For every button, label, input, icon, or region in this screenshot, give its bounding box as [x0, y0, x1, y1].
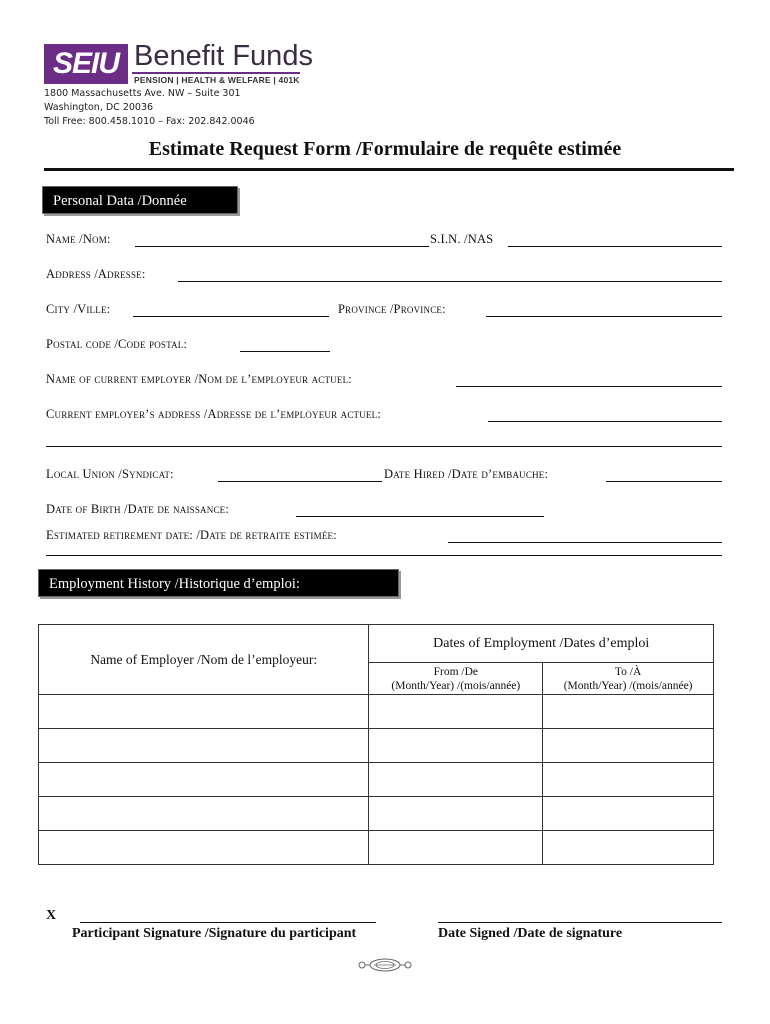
address-line-3: Toll Free: 800.458.1010 – Fax: 202.842.0046	[44, 116, 255, 127]
employer-address-field[interactable]	[488, 421, 722, 422]
name-label: Name /Nom:	[46, 232, 111, 246]
table-row	[39, 763, 714, 797]
column-header-dates	[369, 625, 714, 663]
to-date-cell[interactable]	[543, 831, 714, 865]
logo-name: Benefit Funds	[134, 40, 313, 72]
table-row	[39, 729, 714, 763]
from-date-cell[interactable]	[369, 797, 543, 831]
name-field[interactable]	[135, 246, 429, 247]
from-date-cell[interactable]	[369, 695, 543, 729]
city-field[interactable]	[133, 316, 329, 317]
column-header-from	[369, 663, 543, 695]
postal-code-label: Postal code /Code postal:	[46, 337, 188, 351]
column-header-to-line2: (Month/Year) /(mois/année)	[563, 679, 693, 692]
section-employment-history: Employment History /Historique d’emploi:	[38, 569, 399, 597]
signature-x-mark: X	[46, 908, 57, 923]
logo-tagline: PENSION | HEALTH & WELFARE | 401K	[134, 75, 300, 85]
current-employer-field[interactable]	[456, 386, 722, 387]
employer-cell[interactable]	[39, 763, 369, 797]
column-header-employer-text: Name of Employer /Nom de l’employeur:	[90, 651, 318, 667]
ornament-icon	[356, 956, 414, 974]
employment-history-table	[38, 624, 714, 865]
date-signed-label: Date Signed /Date de signature	[438, 926, 623, 941]
address-field[interactable]	[178, 281, 722, 282]
province-label: Province /Province:	[338, 302, 446, 316]
from-date-cell[interactable]	[369, 831, 543, 865]
from-date-cell[interactable]	[369, 729, 543, 763]
employer-address-field-line-2[interactable]	[46, 446, 722, 447]
local-union-label: Local Union /Syndicat:	[46, 467, 174, 481]
participant-signature-label: Participant Signature /Signature du participant	[72, 926, 357, 941]
table-row	[39, 831, 714, 865]
date-hired-field[interactable]	[606, 481, 722, 482]
logo-divider	[132, 72, 300, 74]
date-signed-field[interactable]	[438, 922, 722, 923]
address-line-1: 1800 Massachusetts Ave. NW – Suite 301	[44, 88, 241, 99]
sin-field[interactable]	[508, 246, 722, 247]
section-divider	[46, 555, 722, 556]
employer-cell[interactable]	[39, 831, 369, 865]
table-row	[39, 695, 714, 729]
column-header-employer	[39, 625, 369, 695]
sin-label: S.I.N. /NAS	[430, 232, 494, 246]
seiu-logo	[44, 40, 313, 88]
form-title: Estimate Request Form /Formulaire de requête estimée	[148, 138, 622, 160]
employer-cell[interactable]	[39, 797, 369, 831]
employer-cell[interactable]	[39, 729, 369, 763]
province-field[interactable]	[486, 316, 722, 317]
title-divider	[44, 168, 734, 171]
table-row	[39, 797, 714, 831]
logo-mark: SEIU	[44, 44, 128, 84]
postal-code-field[interactable]	[240, 351, 330, 352]
date-of-birth-field[interactable]	[296, 516, 544, 517]
employer-cell[interactable]	[39, 695, 369, 729]
date-hired-label: Date Hired /Date d’embauche:	[384, 467, 549, 481]
local-union-field[interactable]	[218, 481, 382, 482]
retirement-date-field[interactable]	[448, 542, 722, 543]
current-employer-label: Name of current employer /Nom de l’employeur actuel:	[46, 372, 352, 386]
participant-signature-field[interactable]	[80, 922, 376, 923]
column-header-to	[543, 663, 714, 695]
section-personal-data: Personal Data /Donnée	[42, 186, 238, 214]
to-date-cell[interactable]	[543, 797, 714, 831]
retirement-date-label: Estimated retirement date: /Date de retraite estimée:	[46, 528, 337, 542]
city-label: City /Ville:	[46, 302, 111, 316]
date-of-birth-label: Date of Birth /Date de naissance:	[46, 502, 230, 516]
address-line-2: Washington, DC 20036	[44, 102, 154, 113]
column-header-to-line1: To /À	[614, 665, 642, 678]
from-date-cell[interactable]	[369, 763, 543, 797]
column-header-from-line2: (Month/Year) /(mois/année)	[391, 679, 521, 692]
employer-address-label: Current employer’s address /Adresse de l’employeur actuel:	[46, 407, 382, 421]
to-date-cell[interactable]	[543, 763, 714, 797]
to-date-cell[interactable]	[543, 695, 714, 729]
to-date-cell[interactable]	[543, 729, 714, 763]
address-label: Address /Adresse:	[46, 267, 146, 281]
column-header-from-line1: From /De	[433, 665, 479, 678]
column-header-dates-text: Dates of Employment /Dates d’emploi	[433, 635, 650, 651]
